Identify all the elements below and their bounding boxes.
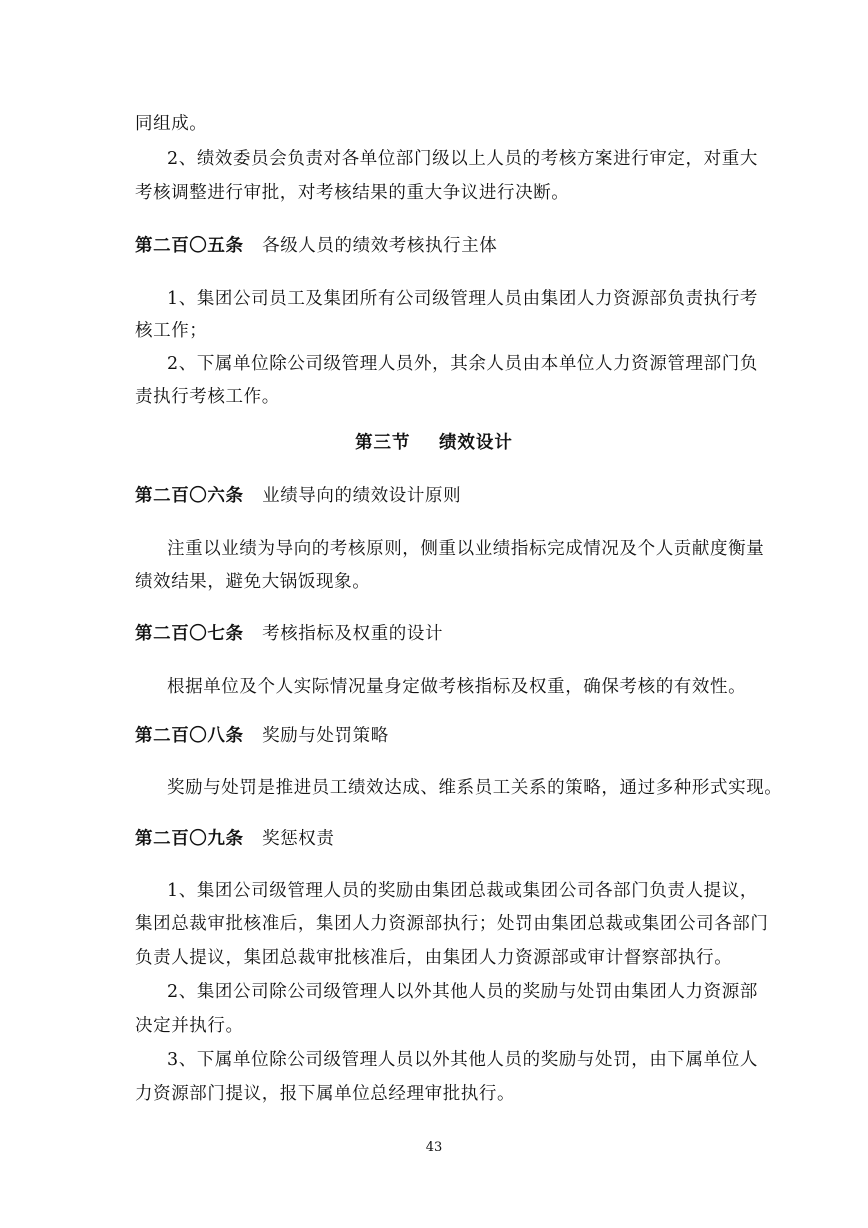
article-205-p2-line-2: 责执行考核工作。 xyxy=(135,387,280,407)
committee-para-line-1: 2、绩效委员会负责对各单位部门级以上人员的考核方案进行审定，对重大 xyxy=(167,149,758,169)
article-206-title: 业绩导向的绩效设计原则 xyxy=(262,486,462,506)
article-209-heading xyxy=(135,828,335,850)
article-206-line-2: 绩效结果，避免大锅饭现象。 xyxy=(135,572,371,592)
article-206-line-1: 注重以业绩为导向的考核原则，侧重以业绩指标完成情况及个人贡献度衡量 xyxy=(167,539,765,559)
article-205-label: 第二百〇五条 xyxy=(135,236,244,256)
article-209-title: 奖惩权责 xyxy=(262,829,335,849)
article-206-label: 第二百〇六条 xyxy=(135,486,244,506)
article-209-label: 第二百〇九条 xyxy=(135,829,244,849)
article-205-p2-line-1: 2、下属单位除公司级管理人员外，其余人员由本单位人力资源管理部门负 xyxy=(167,354,758,374)
article-209-p2-line-1: 2、集团公司除公司级管理人以外其他人员的奖励与处罚由集团人力资源部 xyxy=(167,982,758,1002)
article-205-title: 各级人员的绩效考核执行主体 xyxy=(262,236,498,256)
article-208-line-1: 奖励与处罚是推进员工绩效达成、维系员工关系的策略，通过多种形式实现。 xyxy=(167,778,783,798)
article-209-p2-line-2: 决定并执行。 xyxy=(135,1016,244,1036)
article-207-line-1: 根据单位及个人实际情况量身定做考核指标及权重，确保考核的有效性。 xyxy=(167,677,747,697)
page-number: 43 xyxy=(425,1140,443,1155)
section-heading xyxy=(0,432,868,454)
article-209-p1-line-1: 1、集团公司级管理人员的奖励由集团总裁或集团公司各部门负责人提议， xyxy=(167,881,758,901)
continuation-text: 同组成。 xyxy=(135,114,208,134)
section-label: 第三节 xyxy=(355,433,411,453)
article-209-p1-line-3: 负责人提议，集团总裁审批核准后，由集团人力资源部或审计督察部执行。 xyxy=(135,948,733,968)
article-209-p3-line-2: 力资源部门提议，报下属单位总经理审批执行。 xyxy=(135,1084,516,1104)
article-205-p1-line-2: 核工作； xyxy=(135,321,208,341)
article-207-label: 第二百〇七条 xyxy=(135,624,244,644)
committee-para-line-2: 考核调整进行审批，对考核结果的重大争议进行决断。 xyxy=(135,183,570,203)
article-205-p1-line-1: 1、集团公司员工及集团所有公司级管理人员由集团人力资源部负责执行考 xyxy=(167,289,758,309)
article-206-heading xyxy=(135,485,461,507)
article-209-p1-line-2: 集团总裁审批核准后，集团人力资源部执行；处罚由集团总裁或集团公司各部门 xyxy=(135,914,769,934)
article-209-p3-line-1: 3、下属单位除公司级管理人员以外其他人员的奖励与处罚，由下属单位人 xyxy=(167,1050,758,1070)
article-208-label: 第二百〇八条 xyxy=(135,726,244,746)
article-208-title: 奖励与处罚策略 xyxy=(262,726,389,746)
article-207-heading xyxy=(135,623,443,645)
article-208-heading xyxy=(135,725,389,747)
article-207-title: 考核指标及权重的设计 xyxy=(262,624,444,644)
section-title: 绩效设计 xyxy=(438,433,513,453)
article-205-heading xyxy=(135,235,497,257)
